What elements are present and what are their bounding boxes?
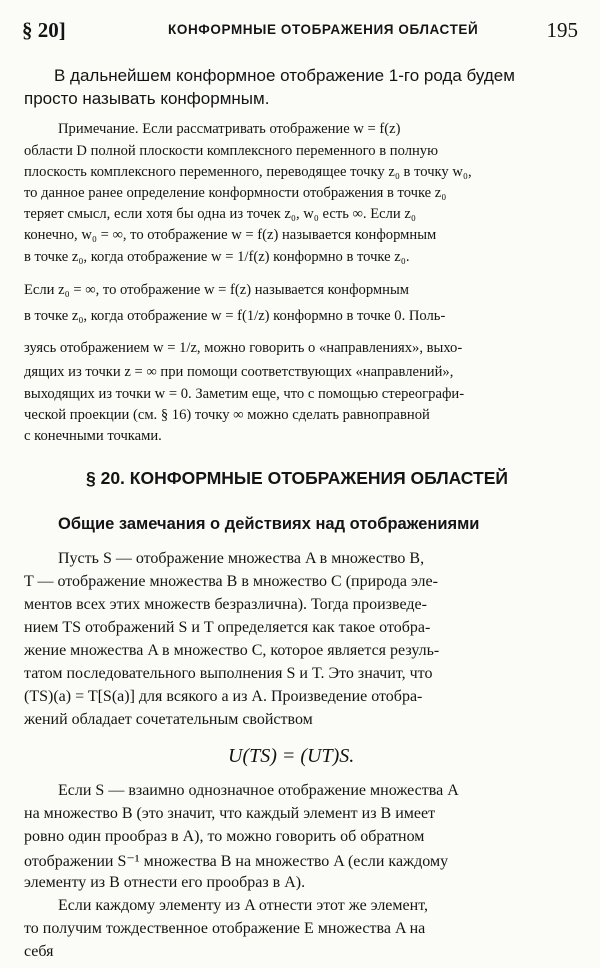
paragraph-line: то получим тождественное отображение E множества A на [24,920,426,937]
paragraph-line: нием TS отображений S и T определяется как такое отобра- [24,619,431,636]
remark-line: выходящих из точки w = 0. Заметим еще, что с помощью стереографи- [24,386,465,402]
page-number: 195 [546,18,578,42]
remark-line: в точке z₀, когда отображение w = f(1/z) конформно в точке 0. Поль- [24,308,446,324]
remark-line: области D полной плоскости комплексного переменного в полную [24,143,438,159]
remark-line: дящих из точки z = ∞ при помощи соответствующих «направлений», [24,364,454,380]
remark-line: в точке z₀, когда отображение w = 1/f(z) конформно в точке z₀. [24,249,410,265]
page-header [22,18,578,44]
remark-line: Примечание. Если рассматривать отображение w = f(z) [58,121,401,137]
intro-line: В дальнейшем конформное отображение 1-го рода будем [54,66,515,85]
paragraph-line: ровно один прообраз в A), то можно говорить об обратном [24,828,425,845]
remark-line: теряет смысл, если хотя бы одна из точек z₀, w₀ есть ∞. Если z₀ [24,206,416,222]
paragraph-line: T — отображение множества B в множество C (природа эле- [24,573,438,590]
paragraph-line: жений обладает сочетательным свойством [24,711,313,728]
paragraph-line: жение множества A в множество C, которое является резуль- [24,642,440,659]
header-section-number: § 20] [22,18,66,42]
remark-line: конечно, w₀ = ∞, то отображение w = f(z) называется конформным [24,227,437,243]
remark-line: с конечными точками. [24,428,162,444]
paragraph-line: татом последовательного выполнения S и T. Это значит, что [24,665,433,682]
subsection-heading: Общие замечания о действиях над отображениями [58,515,480,533]
remark-line: зуясь отображением w = 1/z, можно говорить о «направлениях», выхо- [24,340,463,356]
intro-line: просто называть конформным. [24,89,270,108]
paragraph-line: на множество B (это значит, что каждый элемент из B имеет [24,805,436,822]
paragraph-line: ментов всех этих множеств безразлична). Тогда произведе- [24,596,427,613]
paragraph-line: элементу из B отнести его прообраз в A). [24,874,306,891]
section-heading: § 20. КОНФОРМНЫЕ ОТОБРАЖЕНИЯ ОБЛАСТЕЙ [86,468,508,488]
formula-associativity: U(TS) = (UT)S. [228,745,355,767]
remark-line: плоскость комплексного переменного, переводящее точку z₀ в точку w₀, [24,164,472,180]
remark-line: Если z₀ = ∞, то отображение w = f(z) называется конформным [24,282,410,298]
paragraph-line: Если каждому элементу из A отнести этот же элемент, [58,897,428,914]
paragraph-line: (TS)(a) = T[S(a)] для всякого a из A. Произведение отобра- [24,688,423,705]
remark-line: то данное ранее определение конформности отображения в точке z₀ [24,185,447,201]
paragraph-line: Пусть S — отображение множества A в множество B, [58,550,425,567]
paragraph-line: Если S — взаимно однозначное отображение множества A [58,782,459,799]
header-running-title: КОНФОРМНЫЕ ОТОБРАЖЕНИЯ ОБЛАСТЕЙ [168,22,479,37]
remark-line: ческой проекции (см. § 16) точку ∞ можно сделать равноправной [24,407,430,423]
paragraph-line: отображении S⁻¹ множества B на множество A (если каждому [24,853,449,870]
paragraph-line: себя [24,943,54,960]
